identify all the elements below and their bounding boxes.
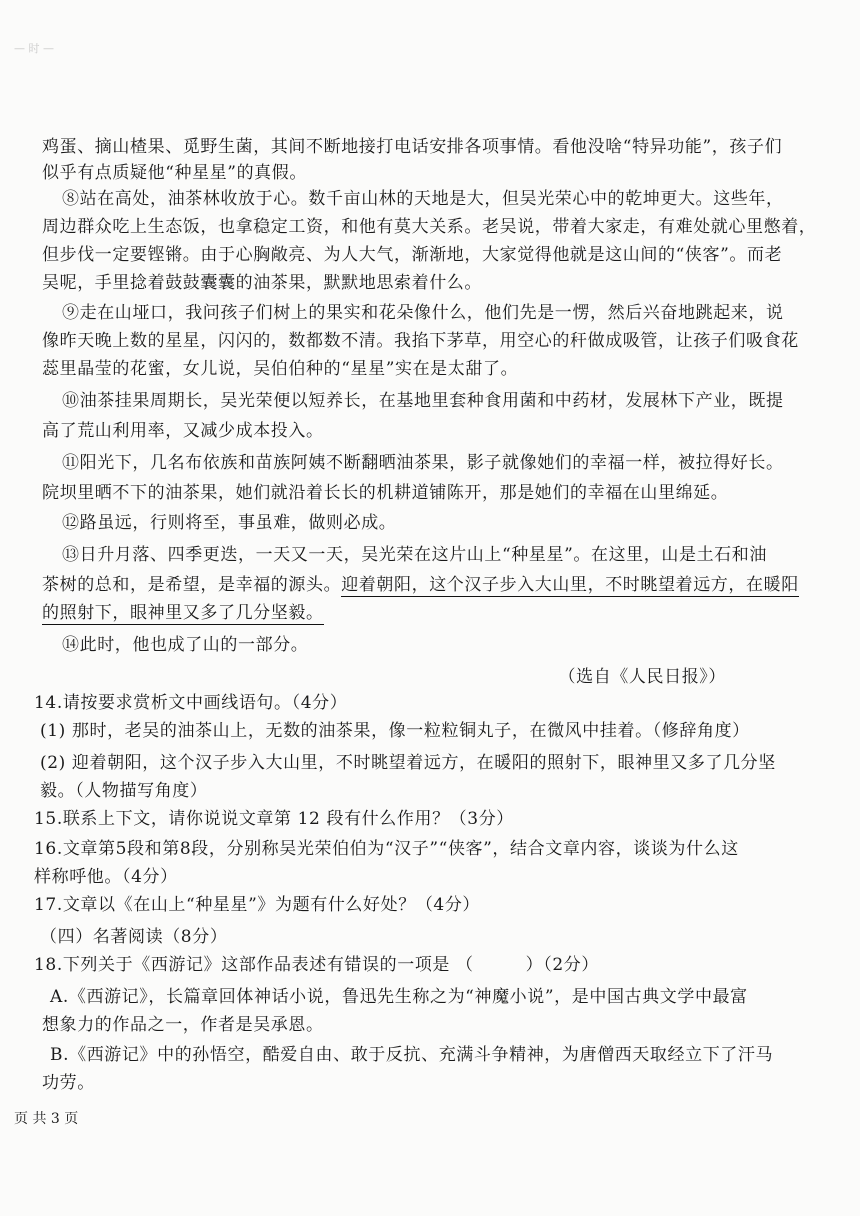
question-18-points: ）（2分） xyxy=(525,955,599,975)
question-16-cont: 样称呼他。（4分） xyxy=(34,867,178,887)
question-17: 17.文章以《在山上“种星星”》为题有什么好处？（4分） xyxy=(34,895,481,915)
question-16: 16.文章第5段和第8段，分别称吴光荣伯伯为“汉子”“侠客”，结合文章内容，谈谈为什么这 xyxy=(34,839,739,859)
underlined-sentence: 迎着朝阳，这个汉子步入大山里，不时眺望着远方，在暖阳 xyxy=(341,575,799,595)
passage-line: ⑬日升月落、四季更迭，一天又一天，吴光荣在这片山上“种星星”。在这里，山是土石和油 xyxy=(62,545,767,565)
passage-line: 但步伐一定要铿锵。由于心胸敞亮、为人大气，渐渐地，大家觉得他就是这山间的“侠客”。而老 xyxy=(42,245,783,265)
passage-line: ⑩油茶挂果周期长，吴光荣便以短养长，在基地里套种食用菌和中药材，发展林下产业，既提 xyxy=(62,391,784,411)
passage-text: 茶树的总和，是希望，是幸福的源头。 xyxy=(42,575,342,595)
passage-line: 蕊里晶莹的花蜜，女儿说，吴伯伯种的“星星”实在是太甜了。 xyxy=(42,359,519,379)
passage-line xyxy=(42,574,799,596)
option-b-cont: 功劳。 xyxy=(42,1073,95,1093)
passage-line: ⑧站在高处，油茶林收放于心。数千亩山林的天地是大，但吴光荣心中的乾坤更大。这些年， xyxy=(62,189,784,209)
passage-line: 院坝里晒不下的油茶果，她们就沿着长长的机耕道铺陈开，那是她们的幸福在山里绵延。 xyxy=(42,483,729,503)
question-18-text: 18.下列关于《西游记》这部作品表述有错误的一项是 （ xyxy=(34,955,474,975)
source-citation: （选自《人民日报》） xyxy=(558,667,726,687)
question-14-2-cont: 毅。（人物描写角度） xyxy=(40,781,208,801)
question-14-2: (2) 迎着朝阳，这个汉子步入大山里，不时眺望着远方，在暖阳的照射下，眼神里又多了几分坚 xyxy=(40,753,776,773)
question-18 xyxy=(34,954,599,976)
passage-line xyxy=(42,602,324,624)
option-a-cont: 想象力的作品之一，作者是吴承恩。 xyxy=(42,1015,324,1035)
passage-line: 像昨天晚上数的星星，闪闪的，数都数不清。我掐下茅草，用空心的秆做成吸管，让孩子们吸食花 xyxy=(42,331,799,351)
passage-line: 高了荒山利用率，又减少成本投入。 xyxy=(42,421,324,441)
passage-line: ⑭此时，他也成了山的一部分。 xyxy=(62,635,309,655)
underlined-sentence: 的照射下，眼神里又多了几分坚毅。 xyxy=(42,603,324,623)
section-heading: （四）名著阅读（8分） xyxy=(40,927,228,947)
passage-line: 似乎有点质疑他“种星星”的真假。 xyxy=(42,163,307,183)
question-15: 15.联系上下文，请你说说文章第 12 段有什么作用？（3分） xyxy=(34,809,514,829)
passage-line: ⑪阳光下，几名布依族和苗族阿姨不断翻晒油茶果，影子就像她们的幸福一样，被拉得好长。 xyxy=(62,453,784,473)
question-14-1: (1) 那时，老吴的油茶山上，无数的油茶果，像一粒粒铜丸子，在微风中挂着。（修辞角度） xyxy=(40,721,750,741)
question-14: 14.请按要求赏析文中画线语句。（4分） xyxy=(34,693,348,713)
passage-line: 周边群众吃上生态饭，也拿稳定工资，和他有莫大关系。老吴说，带着大家走，有难处就心里憋着， xyxy=(42,217,817,237)
page-footer: 页 共 3 页 xyxy=(14,1111,79,1127)
header-mark: — 时 — xyxy=(14,42,54,55)
option-a: A.《西游记》，长篇章回体神话小说，鲁迅先生称之为“神魔小说”，是中国古典文学中最富 xyxy=(50,987,748,1007)
passage-line: ⑫路虽远，行则将至，事虽难，做则必成。 xyxy=(62,513,397,533)
passage-line: 吴呢，手里捻着鼓鼓囊囊的油茶果，默默地思索着什么。 xyxy=(42,273,482,293)
option-b: B.《西游记》中的孙悟空，酷爱自由、敢于反抗、充满斗争精神，为唐僧西天取经立下了汗马 xyxy=(50,1045,774,1065)
passage-line: 鸡蛋、摘山楂果、觅野生菌，其间不断地接打电话安排各项事情。看他没啥“特异功能”，孩子们 xyxy=(42,137,783,157)
passage-line: ⑨走在山垭口，我问孩子们树上的果实和花朵像什么，他们先是一愣，然后兴奋地跳起来，说 xyxy=(62,303,784,323)
